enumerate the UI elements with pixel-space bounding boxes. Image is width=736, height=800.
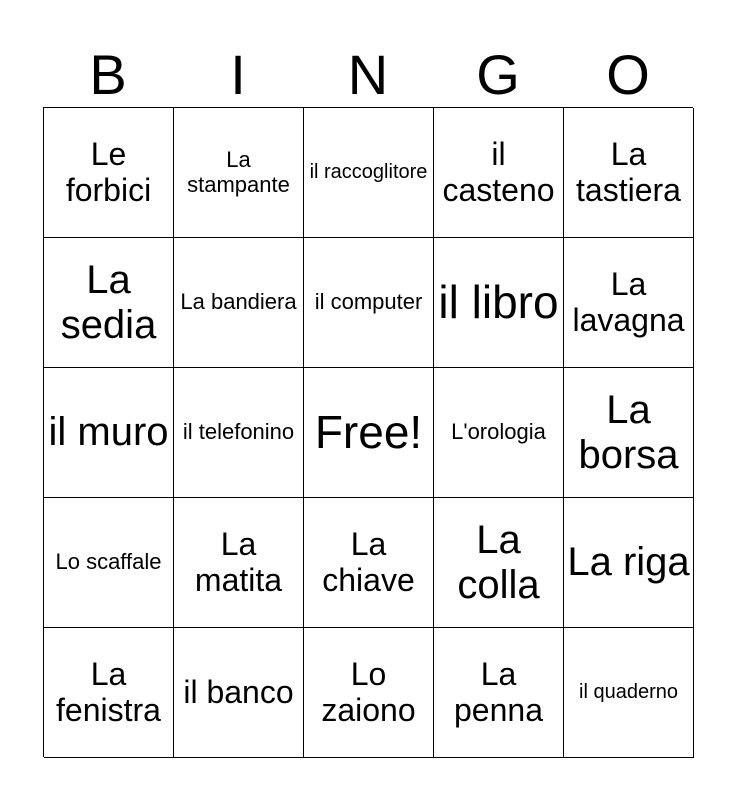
bingo-cell[interactable] <box>44 368 174 498</box>
cell-text: il telefonino <box>182 419 295 445</box>
cell-text: Free! <box>314 405 423 458</box>
header-letter-b: B <box>89 43 127 106</box>
cell-text: Lo zaiono <box>321 655 416 728</box>
cell-text: La penna <box>454 655 543 728</box>
bingo-cell[interactable] <box>44 628 174 758</box>
cell-text: La chiave <box>322 525 415 598</box>
cell-text: Le forbici <box>65 135 152 208</box>
cell-text: il casteno <box>442 135 555 208</box>
header-letter-n: N <box>347 43 389 106</box>
cell-text: il muro <box>48 410 169 455</box>
cell-text: il quaderno <box>579 681 678 704</box>
cell-text: La bandiera <box>180 289 297 315</box>
bingo-cell[interactable] <box>304 628 434 758</box>
bingo-cell[interactable] <box>174 108 304 238</box>
header-letter-i: I <box>230 43 246 106</box>
bingo-cell[interactable] <box>174 498 304 628</box>
cell-text: La matita <box>194 525 283 598</box>
bingo-cell[interactable] <box>564 238 694 368</box>
bingo-cell[interactable] <box>434 108 564 238</box>
cell-text: il computer <box>314 289 423 315</box>
bingo-cell[interactable] <box>304 108 434 238</box>
bingo-cell[interactable] <box>564 368 694 498</box>
header-letter-o: O <box>606 43 650 106</box>
bingo-cell[interactable] <box>174 628 304 758</box>
cell-text: La borsa <box>578 387 679 477</box>
bingo-cell[interactable] <box>564 498 694 628</box>
bingo-cell[interactable] <box>564 108 694 238</box>
header-letter-g: G <box>476 43 520 106</box>
bingo-cell[interactable] <box>434 368 564 498</box>
cell-text: L'orologia <box>451 419 546 445</box>
cell-text: La tastiera <box>576 135 681 208</box>
bingo-cell[interactable] <box>44 108 174 238</box>
bingo-cell[interactable] <box>304 498 434 628</box>
bingo-cell[interactable] <box>44 238 174 368</box>
cell-text: il banco <box>183 673 294 710</box>
bingo-cell[interactable] <box>564 628 694 758</box>
cell-text: Lo scaffale <box>55 549 162 575</box>
cell-text: La lavagna <box>572 265 685 338</box>
cell-text: il raccoglitore <box>309 161 428 184</box>
bingo-cell[interactable] <box>174 368 304 498</box>
cell-text: La colla <box>457 517 540 607</box>
cell-text: La stampante <box>187 146 290 197</box>
cell-text: La fenistra <box>56 655 161 728</box>
bingo-cell[interactable] <box>304 238 434 368</box>
cell-text: il libro <box>438 275 559 328</box>
bingo-cell[interactable] <box>434 238 564 368</box>
bingo-cell[interactable] <box>44 498 174 628</box>
bingo-cell[interactable] <box>434 628 564 758</box>
free-cell[interactable] <box>304 368 434 498</box>
cell-text: La sedia <box>60 257 157 347</box>
cell-text: La riga <box>567 540 690 585</box>
bingo-cell[interactable] <box>434 498 564 628</box>
bingo-header <box>43 44 693 106</box>
bingo-cell[interactable] <box>174 238 304 368</box>
bingo-card-grid <box>43 107 693 757</box>
